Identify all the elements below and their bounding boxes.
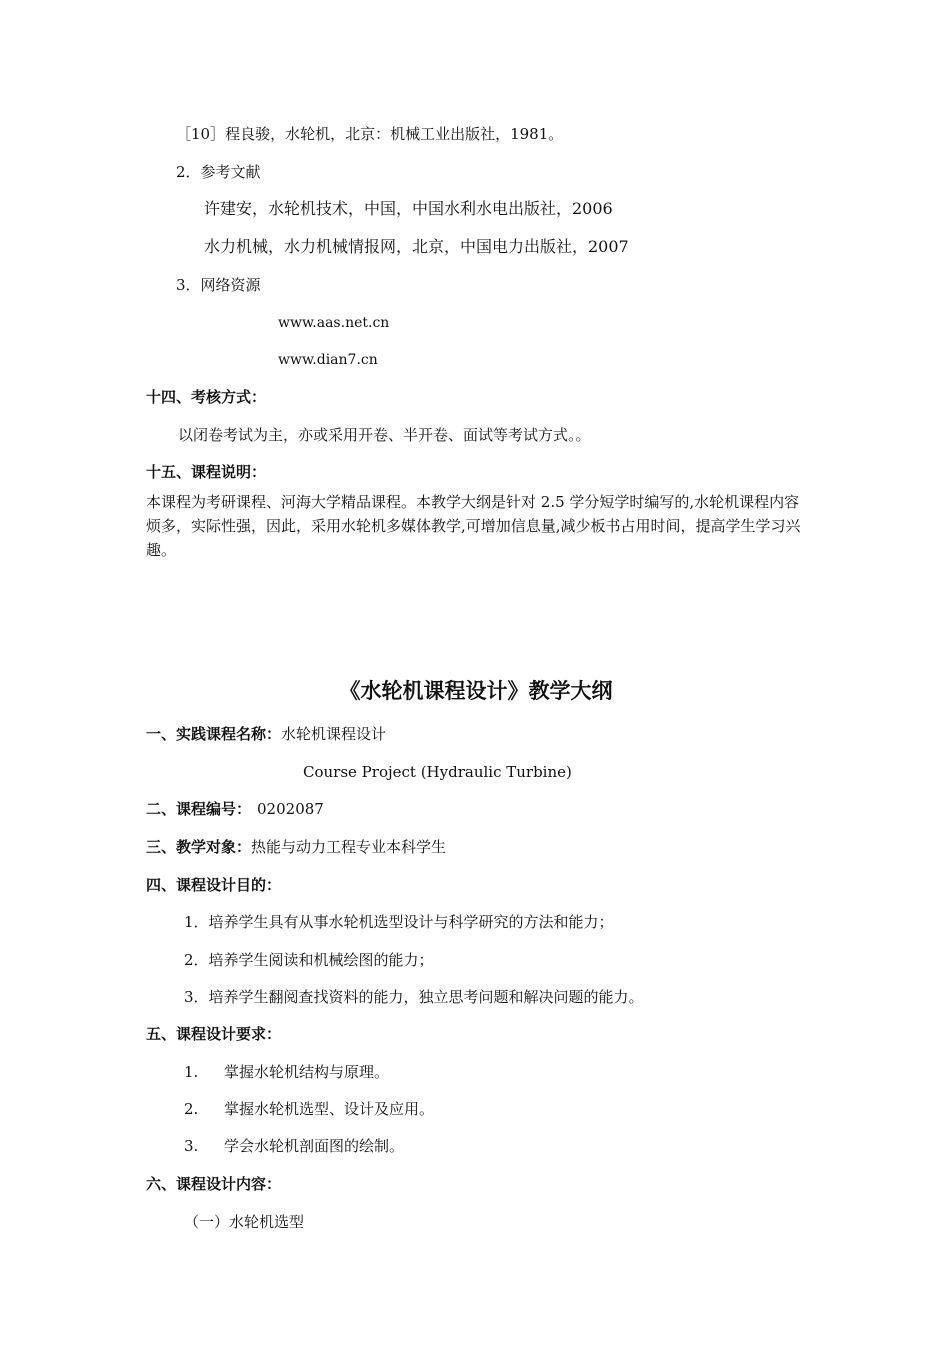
requirement-item [184,1136,404,1156]
item-number: 2. [184,1100,199,1118]
teaching-target [146,837,446,857]
document-title: 《水轮机课程设计》教学大纲 [339,679,613,703]
subsection-heading: （一）水轮机选型 [184,1213,305,1231]
objective-item: 2．培养学生阅读和机械绘图的能力； [184,951,434,969]
web-resource-link[interactable]: www.dian7.cn [278,352,378,368]
item-number: 1. [184,1063,199,1081]
section-14-heading: 十四、考核方式： [146,388,267,406]
practice-course-name [146,724,386,744]
field-value: 热能与动力工程专业本科学生 [251,838,447,856]
objective-item: 1．培养学生具有从事水轮机选型设计与科学研究的方法和能力； [184,913,614,931]
field-value: 0202087 [257,800,324,818]
section-15-heading: 十五、课程说明： [146,463,267,481]
section-6-heading: 六、课程设计内容： [146,1175,282,1193]
reference-section-3-label: 3．网络资源 [176,276,261,294]
section-15-text: 本课程为考研课程、河海大学精品课程。本教学大纲是针对 2.5 学分短学时编写的,水轮机课程内容烦多，实际性强，因此，采用水轮机多媒体教学,可增加信息量,减少板书占用时间，提高学生学习兴趣。 [146,493,801,559]
item-text: 掌握水轮机选型、设计及应用。 [224,1100,435,1118]
requirement-item [184,1099,434,1119]
field-label: 一、实践课程名称： [146,725,282,743]
course-english-name: Course Project (Hydraulic Turbine) [303,763,572,781]
section-5-heading: 五、课程设计要求： [146,1025,282,1043]
item-text: 掌握水轮机结构与原理。 [224,1063,390,1081]
field-value: 水轮机课程设计 [281,725,387,743]
web-resource-link[interactable]: www.aas.net.cn [278,315,390,331]
section-4-heading: 四、课程设计目的： [146,876,282,894]
course-code [146,799,324,819]
reference-section-2-label: 2．参考文献 [176,163,261,181]
objective-item: 3．培养学生翻阅查找资料的能力，独立思考问题和解决问题的能力。 [184,988,644,1006]
item-number: 3. [184,1137,199,1155]
field-label: 二、课程编号： [146,800,252,818]
section-14-text: 以闭卷考试为主，亦或采用开卷、半开卷、面试等考试方式。。 [178,426,591,444]
requirement-item [184,1062,389,1082]
item-text: 学会水轮机剖面图的绘制。 [224,1137,405,1155]
reference-entry: 许建安，水轮机技术，中国，中国水利水电出版社，2006 [204,199,613,218]
reference-item-10: ［10］程良骏，水轮机，北京：机械工业出版社，1981。 [176,125,564,143]
reference-entry: 水力机械，水力机械情报网，北京，中国电力出版社，2007 [204,237,629,256]
field-label: 三、教学对象： [146,838,252,856]
